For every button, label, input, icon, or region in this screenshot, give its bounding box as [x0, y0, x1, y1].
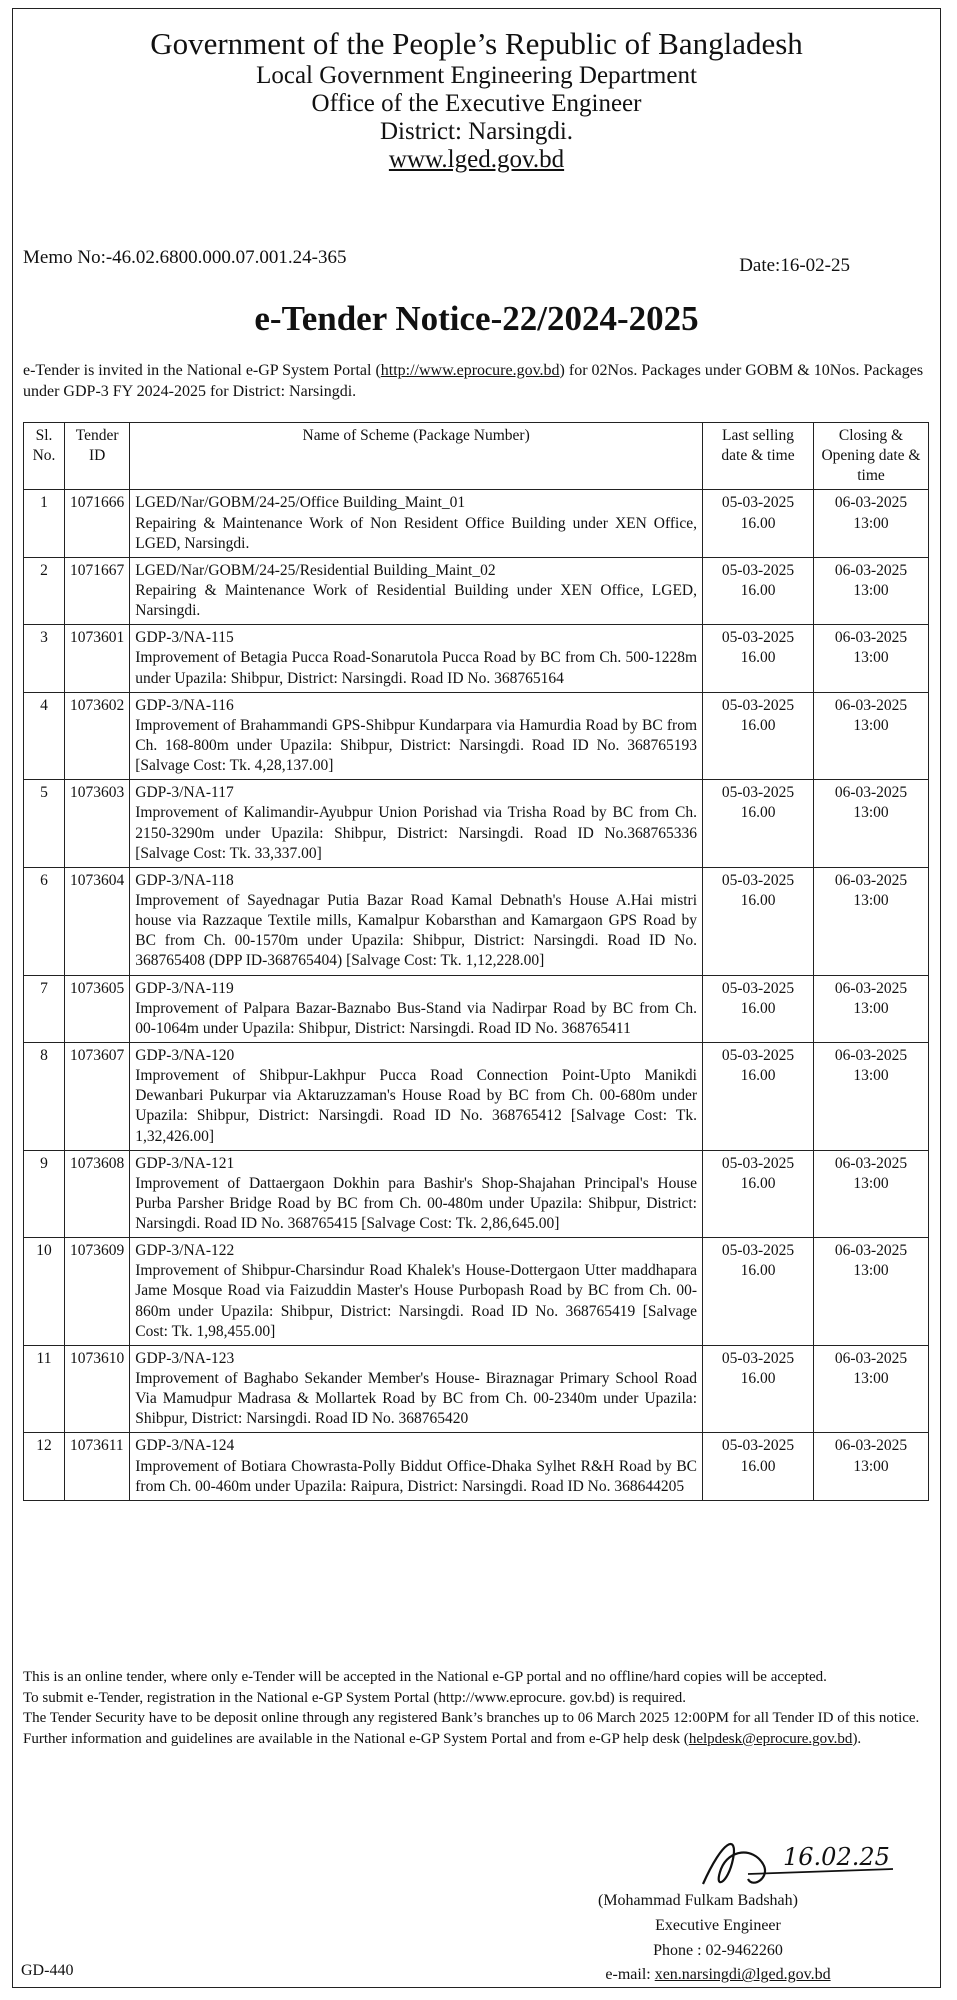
- row-close-time: 13:00: [853, 1262, 889, 1280]
- row-closing: [814, 557, 929, 624]
- row-description: Improvement of Sayednagar Putia Bazar Road Kamal Debnath's House A.Hai mistri house via Razzaque Textile mills, Kamalpur Kobarsthan and Kamargaon GPS Road by BC from Ch. 00-1570m under Upazila: Shibpur, District: Narsingdi. Road ID No. 368765408 (DPP ID-368765404) [Salvage Cost: Tk. 1,12,228.00]: [135, 891, 697, 970]
- row-scheme: [130, 692, 703, 780]
- row-package-number: GDP-3/NA-122: [135, 1242, 235, 1260]
- row-close-date: 06-03-2025: [834, 1437, 908, 1455]
- row-description: Improvement of Kalimandir-Ayubpur Union Porishad via Trisha Road by BC from Ch. 2150-3290m under Upazila: Shibpur, District: Narsingdi. Road ID No.368765336 [Salvage Cost: Tk. 33,337.00]: [135, 804, 697, 862]
- row-description: Repairing & Maintenance Work of Non Resident Office Building under XEN Office, LGED, Narsingdi.: [135, 514, 697, 552]
- row-closing: [814, 1238, 929, 1346]
- row-close-date: 06-03-2025: [834, 979, 908, 997]
- row-sell-date: 05-03-2025: [721, 979, 795, 997]
- row-sl: 6: [24, 867, 65, 975]
- row-sell-time: 16.00: [740, 891, 776, 909]
- intro-paragraph: [23, 361, 930, 403]
- row-sl: 5: [24, 780, 65, 868]
- row-scheme: [130, 490, 703, 557]
- government-title: Government of the People’s Republic of Bangladesh: [150, 26, 803, 61]
- row-sl: 7: [24, 975, 65, 1042]
- row-close-time: 13:00: [853, 999, 889, 1017]
- signatory-email-line: [598, 1963, 838, 1988]
- row-description: Improvement of Shibpur-Lakhpur Pucca Road Connection Point-Upto Manikdi Dewanbari Pukurpar via Aktaruzzaman's House Road by BC from Ch. 00-680m under Upazila: Shibpur, District: Narsingdi. Road ID No. 368765412 [Salvage Cost: Tk. 1,32,426.00]: [135, 1067, 697, 1145]
- row-tender-id: 1073604: [65, 867, 130, 975]
- table-row: [24, 1150, 929, 1238]
- note-security-end: ).: [852, 1731, 862, 1748]
- row-scheme: [130, 867, 703, 975]
- row-close-time: 13:00: [853, 891, 889, 909]
- row-package-number: GDP-3/NA-117: [135, 784, 234, 802]
- row-tender-id: 1073610: [65, 1345, 130, 1433]
- row-close-date: 06-03-2025: [834, 784, 908, 802]
- row-close-date: 06-03-2025: [834, 494, 908, 512]
- row-close-time: 13:00: [853, 649, 889, 667]
- row-close-date: 06-03-2025: [834, 1349, 908, 1367]
- memo-date: Date:16-02-25: [739, 255, 850, 276]
- row-last-selling: [703, 1345, 814, 1433]
- note-security-text: The Tender Security have to be deposit online through any registered Bank’s branches up to 06 March 2025 12:00PM for all Tender ID of this notice. Further information and guidelines are available in the National e-GP System Portal and from e-GP help desk (: [23, 1710, 920, 1748]
- row-description: Improvement of Betagia Pucca Road-Sonarutola Pucca Road by BC from Ch. 500-1228m under Upazila: Shibpur, District: Narsingdi. Road ID No. 368765164: [135, 649, 697, 687]
- row-last-selling: [703, 625, 814, 692]
- row-tender-id: 1073608: [65, 1150, 130, 1238]
- row-tender-id: 1071666: [65, 490, 130, 557]
- website-link[interactable]: www.lged.gov.bd: [388, 145, 565, 173]
- row-description: Improvement of Brahammandi GPS-Shibpur Kundarpara via Hamurdia Road by BC from Ch. 168-800m under Upazila: Shibpur, District: Narsingdi. Road ID No. 368765193 [Salvage Cost: Tk. 4,28,137.00]: [135, 716, 697, 775]
- row-sell-date: 05-03-2025: [721, 871, 795, 889]
- row-sl: 10: [24, 1238, 65, 1346]
- row-package-number: GDP-3/NA-123: [135, 1349, 235, 1367]
- tender-table: [23, 422, 929, 1501]
- office-name: Office of the Executive Engineer: [311, 89, 642, 117]
- row-tender-id: 1073611: [65, 1433, 130, 1500]
- row-sell-date: 05-03-2025: [721, 1154, 795, 1172]
- header-scheme: Name of Scheme (Package Number): [130, 423, 703, 490]
- header-last-selling: Last selling date & time: [703, 423, 814, 490]
- note-registration: To submit e-Tender, registration in the National e-GP System Portal (http://www.eprocure. gov.bd) is required.: [23, 1689, 686, 1706]
- row-description: Improvement of Baghabo Sekander Member's House- Biraznagar Primary School Road Via Mamudpur Madrasa & Mollartek Road by BC from Ch. 00-2340m under Upazila: Shibpur, District: Narsingdi. Road ID No. 368765420: [135, 1370, 697, 1428]
- row-close-date: 06-03-2025: [834, 871, 908, 889]
- row-scheme: [130, 975, 703, 1042]
- row-sell-date: 05-03-2025: [721, 494, 795, 512]
- row-tender-id: 1073601: [65, 625, 130, 692]
- row-sell-time: 16.00: [740, 1067, 776, 1085]
- table-row: [24, 780, 929, 868]
- row-last-selling: [703, 1238, 814, 1346]
- row-tender-id: 1073603: [65, 780, 130, 868]
- signatory-designation: Executive Engineer: [655, 1916, 781, 1934]
- row-sell-time: 16.00: [740, 1174, 776, 1192]
- district-name: District: Narsingdi.: [379, 117, 574, 145]
- helpdesk-email-link[interactable]: helpdesk@eprocure.gov.bd: [688, 1731, 853, 1748]
- table-row: [24, 557, 929, 624]
- row-scheme: [130, 1238, 703, 1346]
- table-row: [24, 490, 929, 557]
- row-last-selling: [703, 1042, 814, 1150]
- table-row: [24, 867, 929, 975]
- row-closing: [814, 867, 929, 975]
- row-sell-time: 16.00: [740, 514, 776, 532]
- row-sell-time: 16.00: [740, 999, 776, 1017]
- row-scheme: [130, 1150, 703, 1238]
- header-closing: Closing & Opening date & time: [814, 423, 929, 490]
- footer-notes: [23, 1667, 930, 1750]
- row-close-time: 13:00: [853, 1457, 889, 1475]
- row-close-date: 06-03-2025: [834, 1046, 908, 1064]
- row-close-date: 06-03-2025: [834, 1154, 908, 1172]
- row-tender-id: 1073607: [65, 1042, 130, 1150]
- row-last-selling: [703, 1150, 814, 1238]
- row-sl: 1: [24, 490, 65, 557]
- row-package-number: GDP-3/NA-121: [135, 1154, 235, 1172]
- notice-page: [12, 8, 941, 1988]
- row-closing: [814, 1150, 929, 1238]
- row-tender-id: 1071667: [65, 557, 130, 624]
- row-tender-id: 1073609: [65, 1238, 130, 1346]
- department-name: Local Government Engineering Department: [256, 61, 697, 89]
- row-closing: [814, 975, 929, 1042]
- header-tender-id: Tender ID: [65, 423, 130, 490]
- eprocure-link[interactable]: http://www.eprocure.gov.bd: [380, 362, 560, 379]
- row-description: Improvement of Palpara Bazar-Baznabo Bus-Stand via Nadirpar Road by BC from Ch. 00-1064m under Upazila: Shibpur, District: Narsingdi. Road ID No. 368765411: [135, 999, 697, 1037]
- row-package-number: LGED/Nar/GOBM/24-25/Office Building_Maint_01: [135, 494, 466, 512]
- row-close-time: 13:00: [853, 1067, 889, 1085]
- tender-rows: [24, 490, 929, 1500]
- row-package-number: GDP-3/NA-119: [135, 979, 234, 997]
- signature-block: [598, 1889, 838, 1988]
- row-sl: 11: [24, 1345, 65, 1433]
- row-last-selling: [703, 867, 814, 975]
- row-package-number: GDP-3/NA-116: [135, 696, 234, 714]
- row-sell-time: 16.00: [740, 1262, 776, 1280]
- memo-row: [23, 247, 850, 276]
- intro-text-start: e-Tender is invited in the National e-GP System Portal (: [23, 362, 381, 379]
- row-sl: 3: [24, 625, 65, 692]
- table-row: [24, 1345, 929, 1433]
- table-header-row: [24, 423, 929, 490]
- row-sl: 9: [24, 1150, 65, 1238]
- row-sell-date: 05-03-2025: [721, 696, 795, 714]
- form-code: GD-440: [21, 1962, 74, 1979]
- row-scheme: [130, 625, 703, 692]
- row-last-selling: [703, 975, 814, 1042]
- email-label: e-mail:: [605, 1966, 655, 1984]
- row-scheme: [130, 1345, 703, 1433]
- row-sl: 12: [24, 1433, 65, 1500]
- table-row: [24, 625, 929, 692]
- table-row: [24, 692, 929, 780]
- row-sell-date: 05-03-2025: [721, 784, 795, 802]
- signatory-name: (Mohammad Fulkam Badshah): [598, 1892, 798, 1909]
- row-tender-id: 1073602: [65, 692, 130, 780]
- row-closing: [814, 780, 929, 868]
- row-closing: [814, 625, 929, 692]
- row-sell-date: 05-03-2025: [721, 629, 795, 647]
- row-sell-time: 16.00: [740, 581, 776, 599]
- row-close-date: 06-03-2025: [834, 1242, 908, 1260]
- signature-date: 16.02.25: [783, 1843, 890, 1871]
- header-sl: Sl. No.: [24, 423, 65, 490]
- note-security: [23, 1708, 930, 1749]
- row-tender-id: 1073605: [65, 975, 130, 1042]
- notice-title: e-Tender Notice-22/2024-2025: [254, 299, 699, 338]
- row-closing: [814, 1433, 929, 1500]
- table-row: [24, 1433, 929, 1500]
- row-closing: [814, 1345, 929, 1433]
- row-close-date: 06-03-2025: [834, 561, 908, 579]
- row-close-time: 13:00: [853, 716, 889, 734]
- row-sell-time: 16.00: [740, 1457, 776, 1475]
- row-sell-date: 05-03-2025: [721, 1046, 795, 1064]
- row-close-time: 13:00: [853, 1370, 889, 1388]
- row-scheme: [130, 557, 703, 624]
- note-online-tender: This is an online tender, where only e-Tender will be accepted in the National e-GP portal and no offline/hard copies will be accepted.: [23, 1669, 827, 1685]
- row-scheme: [130, 1433, 703, 1500]
- row-sl: 4: [24, 692, 65, 780]
- row-close-date: 06-03-2025: [834, 629, 908, 647]
- row-description: Improvement of Dattaergaon Dokhin para Bashir's Shop-Shajahan Principal's House Purba Parsher Bridge Road by BC from Ch. 00-480m under Upazila: Shibpur, District: Narsingdi. Road ID No. 368765415 [Salvage Cost: Tk. 2,86,645.00]: [135, 1174, 697, 1233]
- row-last-selling: [703, 692, 814, 780]
- row-package-number: GDP-3/NA-124: [135, 1437, 235, 1455]
- row-description: Improvement of Shibpur-Charsindur Road Khalek's House-Dottergaon Utter maddhapara Jame Mosque Road via Faizuddin Master's House Purbopash Road by BC from Ch. 00-860m under Upazila: Shibpur, District: Narsingdi. Road ID No. 368765419 [Salvage Cost: Tk. 1,98,455.00]: [135, 1262, 697, 1340]
- row-closing: [814, 1042, 929, 1150]
- row-close-date: 06-03-2025: [834, 696, 908, 714]
- row-last-selling: [703, 490, 814, 557]
- row-description: Improvement of Botiara Chowrasta-Polly Biddut Office-Dhaka Sylhet R&H Road by BC from Ch. 00-460m under Upazila: Raipura, District: Narsingdi. Road ID No. 368644205: [135, 1457, 697, 1495]
- row-sl: 8: [24, 1042, 65, 1150]
- row-scheme: [130, 780, 703, 868]
- memo-number: Memo No:-46.02.6800.000.07.001.24-365: [23, 247, 347, 268]
- row-sell-date: 05-03-2025: [721, 561, 795, 579]
- row-package-number: LGED/Nar/GOBM/24-25/Residential Building_Maint_02: [135, 561, 496, 579]
- table-row: [24, 1238, 929, 1346]
- row-last-selling: [703, 1433, 814, 1500]
- table-row: [24, 1042, 929, 1150]
- row-package-number: GDP-3/NA-115: [135, 629, 234, 647]
- table-row: [24, 975, 929, 1042]
- row-scheme: [130, 1042, 703, 1150]
- row-sell-time: 16.00: [740, 649, 776, 667]
- row-close-time: 13:00: [853, 514, 889, 532]
- row-last-selling: [703, 780, 814, 868]
- row-sell-time: 16.00: [740, 1370, 776, 1388]
- row-close-time: 13:00: [853, 1174, 889, 1192]
- row-package-number: GDP-3/NA-120: [135, 1046, 235, 1064]
- row-closing: [814, 490, 929, 557]
- row-sell-date: 05-03-2025: [721, 1437, 795, 1455]
- row-closing: [814, 692, 929, 780]
- row-sell-date: 05-03-2025: [721, 1242, 795, 1260]
- letterhead: [13, 27, 940, 174]
- row-sell-time: 16.00: [740, 804, 776, 822]
- signatory-phone: Phone : 02-9462260: [653, 1941, 783, 1959]
- row-close-time: 13:00: [853, 581, 889, 599]
- row-sl: 2: [24, 557, 65, 624]
- row-close-time: 13:00: [853, 804, 889, 822]
- row-package-number: GDP-3/NA-118: [135, 871, 234, 889]
- row-sell-date: 05-03-2025: [721, 1349, 795, 1367]
- signatory-email-link[interactable]: xen.narsingdi@lged.gov.bd: [654, 1966, 831, 1984]
- row-sell-time: 16.00: [740, 716, 776, 734]
- row-description: Repairing & Maintenance Work of Residential Building under XEN Office, LGED, Narsingdi.: [135, 581, 697, 620]
- intro-text-end: ) for 02Nos. Packages under GOBM & 10Nos. Packages under GDP-3 FY 2024-2025 for District: Narsingdi.: [23, 362, 924, 400]
- row-last-selling: [703, 557, 814, 624]
